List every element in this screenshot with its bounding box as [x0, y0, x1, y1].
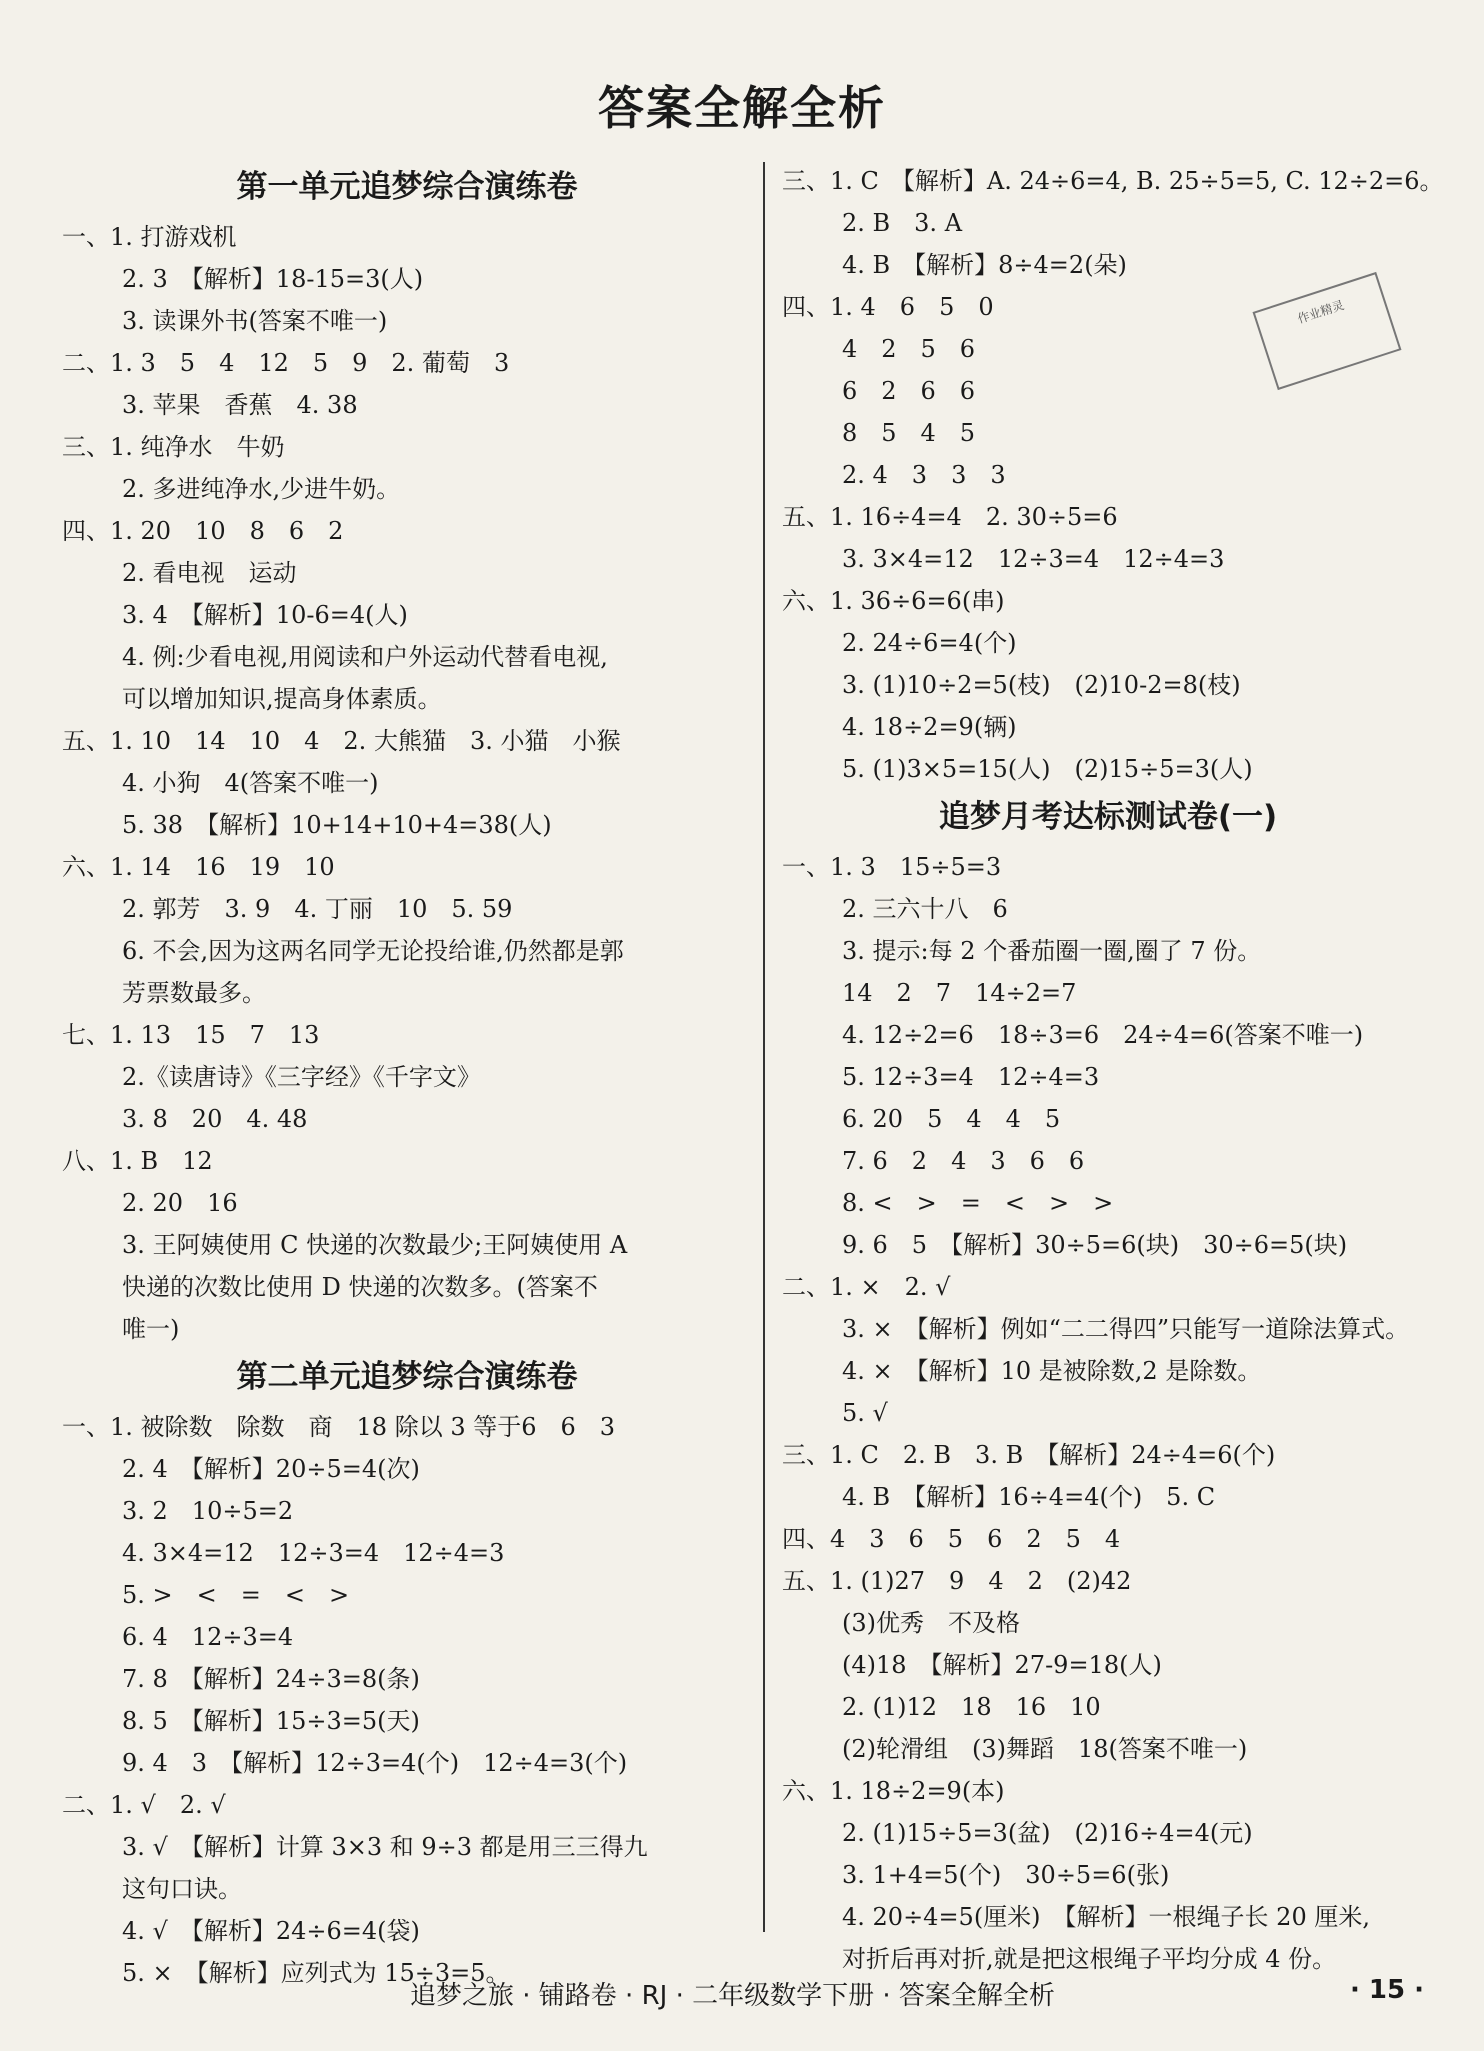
answer-line: (3)优秀 不及格 [842, 1609, 1020, 1637]
answer-line: 4. 例:少看电视,用阅读和户外运动代替看电视, [122, 643, 608, 671]
answer-line: 7. 8 【解析】24÷3=8(条) [122, 1665, 420, 1693]
answer-line: 5. 12÷3=4 12÷4=3 [842, 1063, 1100, 1091]
page-title: 答案全解全析 [598, 81, 886, 135]
answer-line: 8. < > = < > > [842, 1189, 1114, 1217]
answer-line: 5. 38 【解析】10+14+10+4=38(人) [122, 811, 552, 839]
section-title: 追梦月考达标测试卷(一) [938, 799, 1278, 835]
answer-line: 6 2 6 6 [842, 377, 976, 405]
answer-line: 4. 18÷2=9(辆) [842, 713, 1017, 741]
answer-line: 这句口诀。 [122, 1875, 242, 1903]
answer-line: 6. 20 5 4 4 5 [842, 1105, 1061, 1133]
column-divider [763, 162, 765, 1932]
answer-line: 14 2 7 14÷2=7 [842, 979, 1077, 1007]
answer-line: 一、1. 打游戏机 [62, 223, 237, 251]
answer-line: 六、1. 14 16 19 10 [62, 853, 335, 881]
answer-line: 3. 王阿姨使用 C 快递的次数最少;王阿姨使用 A [122, 1231, 628, 1259]
answer-line: (4)18 【解析】27-9=18(人) [842, 1651, 1162, 1679]
answer-line: 3. 苹果 香蕉 4. 38 [122, 391, 358, 419]
answer-line: 2. 4 【解析】20÷5=4(次) [122, 1455, 420, 1483]
answer-line: 2. 看电视 运动 [122, 559, 297, 587]
answer-line: 5. (1)3×5=15(人) (2)15÷5=3(人) [842, 755, 1253, 783]
answer-line: 六、1. 18÷2=9(本) [782, 1777, 1005, 1805]
right-column [782, 160, 1444, 1980]
answer-line: 6. 4 12÷3=4 [122, 1623, 294, 1651]
answer-line: 3. √ 【解析】计算 3×3 和 9÷3 都是用三三得九 [122, 1833, 648, 1861]
answer-line: 3. 8 20 4. 48 [122, 1105, 308, 1133]
answer-line: 2. (1)12 18 16 10 [842, 1693, 1101, 1721]
answer-line: 4. × 【解析】10 是被除数,2 是除数。 [842, 1357, 1262, 1385]
answer-line: 2.《读唐诗》《三字经》《千字文》 [122, 1063, 481, 1091]
answer-line: 3. 1+4=5(个) 30÷5=6(张) [842, 1861, 1170, 1889]
page-number: · 15 · [1350, 1975, 1425, 2005]
answer-line: 2. 4 3 3 3 [842, 461, 1006, 489]
answer-line: 4. 3×4=12 12÷3=4 12÷4=3 [122, 1539, 505, 1567]
answer-line: 三、1. C 2. B 3. B 【解析】24÷4=6(个) [782, 1441, 1276, 1469]
answer-line: 3. × 【解析】例如“二二得四”只能写一道除法算式。 [842, 1315, 1410, 1343]
answer-line: 4. 20÷4=5(厘米) 【解析】一根绳子长 20 厘米, [842, 1903, 1370, 1931]
answer-line: 3. (1)10÷2=5(枝) (2)10-2=8(枝) [842, 671, 1241, 699]
answer-line: 一、1. 3 15÷5=3 [782, 853, 1002, 881]
answer-line: 5. > < = < > [122, 1581, 350, 1609]
answer-line: 2. B 3. A [842, 209, 963, 237]
answer-line: 可以增加知识,提高身体素质。 [122, 685, 442, 713]
answer-line: 8 5 4 5 [842, 419, 976, 447]
answer-line: 五、1. 16÷4=4 2. 30÷5=6 [782, 503, 1118, 531]
answer-line: 3. 4 【解析】10-6=4(人) [122, 601, 408, 629]
answer-line: 8. 5 【解析】15÷3=5(天) [122, 1707, 420, 1735]
answer-line: 四、4 3 6 5 6 2 5 4 [782, 1525, 1121, 1553]
answer-line: 4 2 5 6 [842, 335, 976, 363]
answer-line: 9. 6 5 【解析】30÷5=6(块) 30÷6=5(块) [842, 1231, 1348, 1259]
footer [0, 1975, 1484, 2025]
footer-text: 追梦之旅 · 铺路卷 · RJ · 二年级数学下册 · 答案全解全析 [410, 1981, 1055, 2011]
answer-line: 3. 3×4=12 12÷3=4 12÷4=3 [842, 545, 1225, 573]
answer-line: 三、1. C 【解析】A. 24÷6=4, B. 25÷5=5, C. 12÷2=6。 [782, 167, 1444, 195]
answer-line: 5. √ [842, 1399, 888, 1427]
answer-line: 二、1. × 2. √ [782, 1273, 951, 1301]
answer-line: 3. 提示:每 2 个番茄圈一圈,圈了 7 份。 [842, 937, 1262, 965]
answer-line: 9. 4 3 【解析】12÷3=4(个) 12÷4=3(个) [122, 1749, 628, 1777]
answer-line: 2. 三六十八 6 [842, 895, 1008, 923]
answer-line: (2)轮滑组 (3)舞蹈 18(答案不唯一) [842, 1735, 1248, 1763]
answer-line: 唯一) [122, 1315, 180, 1343]
answer-line: 一、1. 被除数 除数 商 18 除以 3 等于6 6 3 [62, 1413, 616, 1441]
answer-line: 五、1. 10 14 10 4 2. 大熊猫 3. 小猫 小猴 [62, 727, 621, 755]
answer-line: 三、1. 纯净水 牛奶 [62, 433, 285, 461]
answer-line: 4. 12÷2=6 18÷3=6 24÷4=6(答案不唯一) [842, 1021, 1364, 1049]
answer-line: 2. 20 16 [122, 1189, 238, 1217]
answer-line: 2. 24÷6=4(个) [842, 629, 1017, 657]
answer-line: 4. √ 【解析】24÷6=4(袋) [122, 1917, 420, 1945]
answer-line: 4. B 【解析】16÷4=4(个) 5. C [842, 1483, 1216, 1511]
answer-line: 五、1. (1)27 9 4 2 (2)42 [782, 1567, 1132, 1595]
answer-line: 2. 3 【解析】18-15=3(人) [122, 265, 424, 293]
section-title: 第一单元追梦综合演练卷 [236, 169, 578, 205]
answer-line: 芳票数最多。 [122, 979, 266, 1007]
stamp-logo: 作业精灵 [1253, 272, 1402, 390]
answer-line: 快递的次数比使用 D 快递的次数多。(答案不 [122, 1273, 598, 1301]
left-column [62, 160, 752, 1994]
answer-line: 5. × 【解析】应列式为 15÷3=5。 [122, 1959, 510, 1987]
answer-line: 2. 多进纯净水,少进牛奶。 [122, 475, 401, 503]
answer-line: 四、1. 4 6 5 0 [782, 293, 994, 321]
answer-line: 6. 不会,因为这两名同学无论投给谁,仍然都是郭 [122, 937, 624, 965]
answer-line: 八、1. B 12 [62, 1147, 213, 1175]
answer-line: 四、1. 20 10 8 6 2 [62, 517, 344, 545]
answer-line: 2. (1)15÷5=3(盆) (2)16÷4=4(元) [842, 1819, 1253, 1847]
answer-line: 对折后再对折,就是把这根绳子平均分成 4 份。 [842, 1945, 1337, 1973]
answer-line: 4. 小狗 4(答案不唯一) [122, 769, 379, 797]
answer-line: 3. 2 10÷5=2 [122, 1497, 294, 1525]
answer-line: 六、1. 36÷6=6(串) [782, 587, 1005, 615]
section-title: 第二单元追梦综合演练卷 [236, 1359, 578, 1395]
answer-line: 2. 郭芳 3. 9 4. 丁丽 10 5. 59 [122, 895, 513, 923]
answer-line: 二、1. 3 5 4 12 5 9 2. 葡萄 3 [62, 349, 510, 377]
answer-line: 7. 6 2 4 3 6 6 [842, 1147, 1085, 1175]
answer-line: 4. B 【解析】8÷4=2(朵) [842, 251, 1127, 279]
answer-line: 3. 读课外书(答案不唯一) [122, 307, 388, 335]
answer-line: 七、1. 13 15 7 13 [62, 1021, 320, 1049]
answer-line: 二、1. √ 2. √ [62, 1791, 226, 1819]
